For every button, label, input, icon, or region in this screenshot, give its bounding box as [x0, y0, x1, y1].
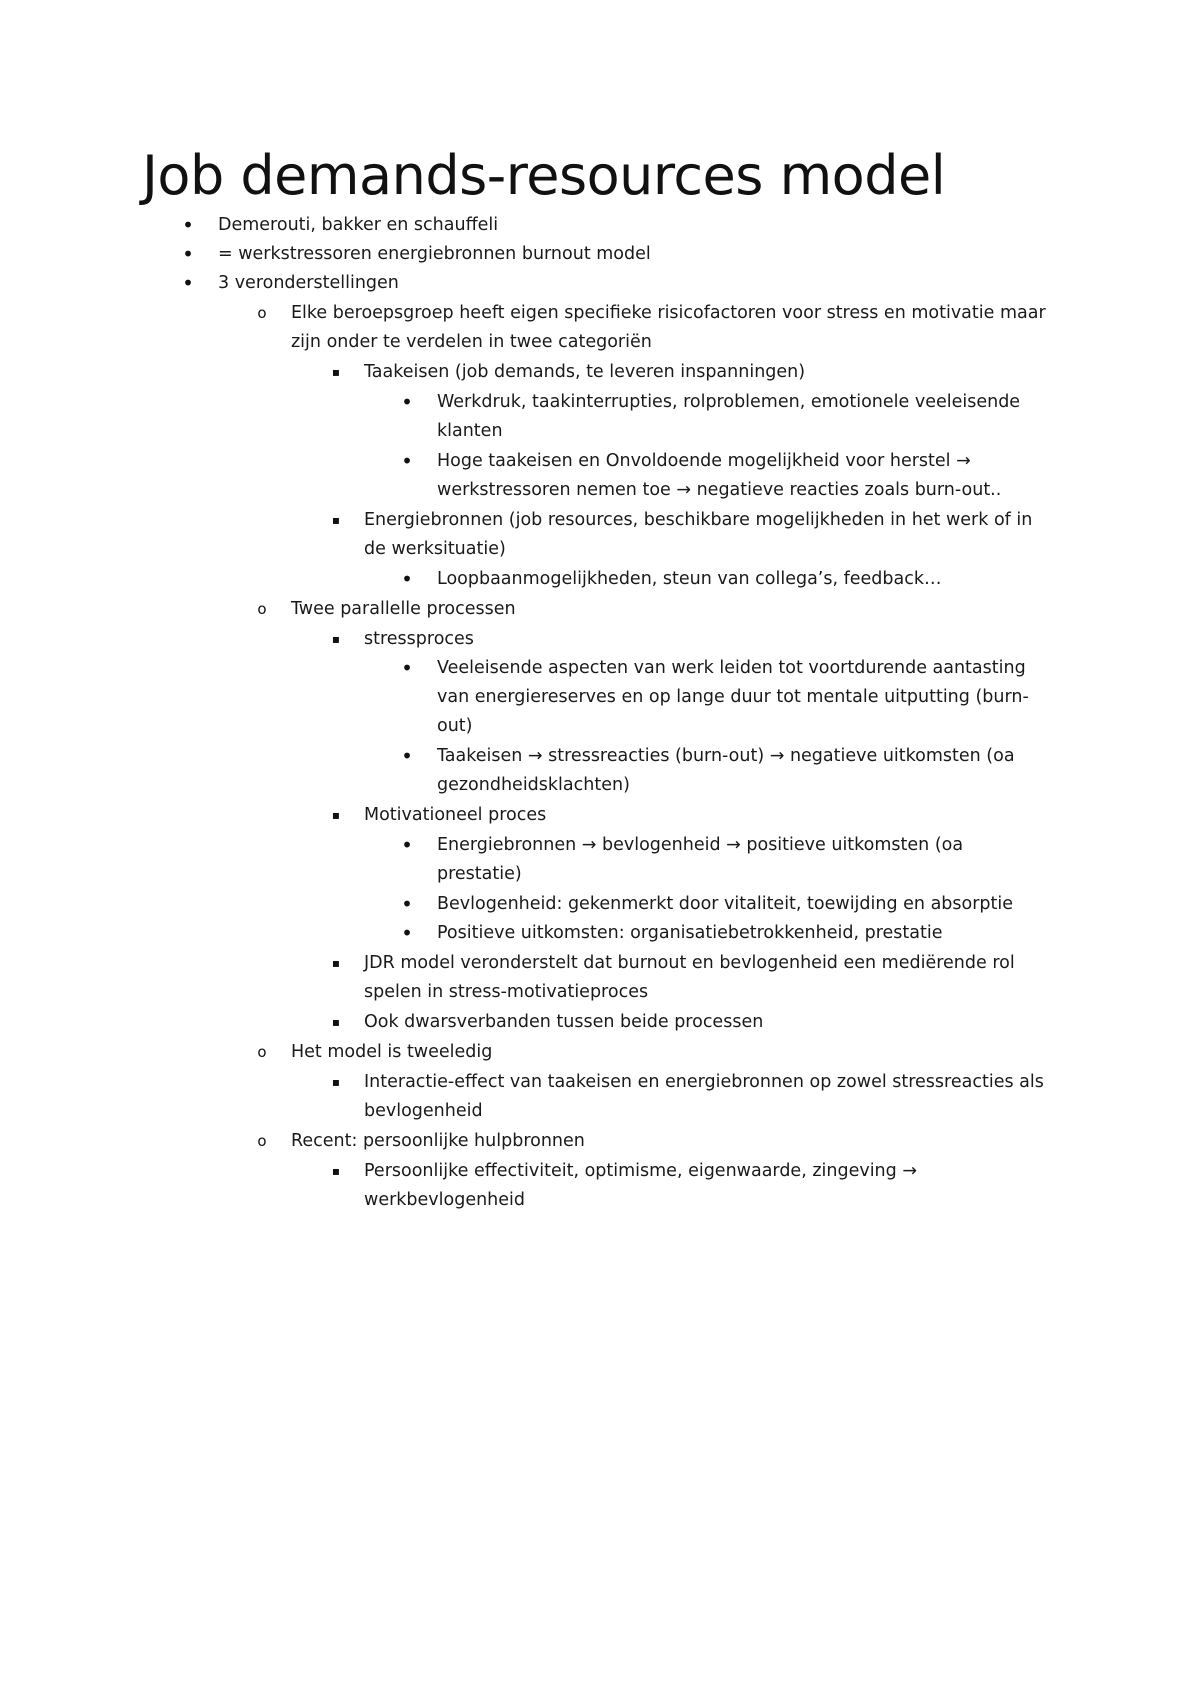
list-item: Recent: persoonlijke hulpbronnen — [291, 1131, 585, 1151]
bullet-square: ▪ — [331, 1075, 341, 1089]
bullet-square: ▪ — [331, 513, 341, 527]
bullet-dot: • — [401, 656, 413, 680]
bullet-square: ▪ — [331, 365, 341, 379]
list-item-continuation: werkstressoren nemen toe → negatieve reacties zoals burn-out.. — [437, 480, 1002, 500]
bullet-square: ▪ — [331, 1164, 341, 1178]
bullet-dot: • — [401, 921, 413, 945]
list-item: Veeleisende aspecten van werk leiden tot voortdurende aantasting — [437, 658, 1026, 678]
list-item-continuation: prestatie) — [437, 864, 522, 884]
bullet-square: ▪ — [331, 1015, 341, 1029]
list-item: Bevlogenheid: gekenmerkt door vitaliteit, toewijding en absorptie — [437, 894, 1014, 914]
bullet-dot: • — [401, 833, 413, 857]
list-item: Hoge taakeisen en Onvoldoende mogelijkheid voor herstel → — [437, 451, 971, 471]
list-item-continuation: spelen in stress-motivatieproces — [364, 982, 649, 1002]
list-item: Energiebronnen → bevlogenheid → positieve uitkomsten (oa — [437, 835, 964, 855]
list-item: = werkstressoren energiebronnen burnout model — [218, 244, 651, 264]
list-item: Interactie-effect van taakeisen en energiebronnen op zowel stressreacties als — [364, 1072, 1044, 1092]
bullet-square: ▪ — [331, 632, 341, 646]
list-item: Loopbaanmogelijkheden, steun van collega’s, feedback… — [437, 569, 942, 589]
list-item: Ook dwarsverbanden tussen beide processen — [364, 1012, 764, 1032]
list-item: Elke beroepsgroep heeft eigen specifieke risicofactoren voor stress en motivatie maar — [291, 303, 1046, 323]
list-item: Positieve uitkomsten: organisatiebetrokkenheid, prestatie — [437, 923, 943, 943]
list-item-continuation: gezondheidsklachten) — [437, 775, 630, 795]
list-item: Motivationeel proces — [364, 805, 547, 825]
bullet-square: ▪ — [331, 808, 341, 822]
list-item: Twee parallelle processen — [291, 599, 516, 619]
bullet-dot: • — [401, 567, 413, 591]
list-item: Taakeisen (job demands, te leveren inspanningen) — [364, 362, 806, 382]
page-title: Job demands-resources model — [142, 144, 946, 207]
list-item: 3 veronderstellingen — [218, 273, 399, 293]
bullet-dot: • — [182, 213, 194, 237]
list-item-continuation: werkbevlogenheid — [364, 1190, 526, 1210]
list-item: Energiebronnen (job resources, beschikbare mogelijkheden in het werk of in — [364, 510, 1033, 530]
bullet-dot: • — [401, 744, 413, 768]
list-item-continuation: de werksituatie) — [364, 539, 506, 559]
list-item-continuation: klanten — [437, 421, 503, 441]
list-item: JDR model veronderstelt dat burnout en bevlogenheid een mediërende rol — [364, 953, 1015, 973]
bullet-circle: o — [257, 600, 267, 618]
bullet-circle: o — [257, 1043, 267, 1061]
bullet-dot: • — [401, 390, 413, 414]
bullet-dot: • — [182, 271, 194, 295]
bullet-dot: • — [182, 242, 194, 266]
bullet-square: ▪ — [331, 956, 341, 970]
list-item-continuation: zijn onder te verdelen in twee categoriën — [291, 332, 652, 352]
list-item-continuation: van energiereserves en op lange duur tot mentale uitputting (burn- — [437, 687, 1029, 707]
bullet-dot: • — [401, 892, 413, 916]
list-item-continuation: out) — [437, 716, 473, 736]
bullet-circle: o — [257, 1132, 267, 1150]
bullet-dot: • — [401, 449, 413, 473]
list-item: Demerouti, bakker en schauffeli — [218, 215, 499, 235]
list-item: stressproces — [364, 629, 474, 649]
list-item: Taakeisen → stressreacties (burn-out) → negatieve uitkomsten (oa — [437, 746, 1015, 766]
list-item: Werkdruk, taakinterrupties, rolproblemen, emotionele veeleisende — [437, 392, 1021, 412]
bullet-circle: o — [257, 304, 267, 322]
list-item: Persoonlijke effectiviteit, optimisme, eigenwaarde, zingeving → — [364, 1161, 917, 1181]
list-item: Het model is tweeledig — [291, 1042, 493, 1062]
list-item-continuation: bevlogenheid — [364, 1101, 483, 1121]
